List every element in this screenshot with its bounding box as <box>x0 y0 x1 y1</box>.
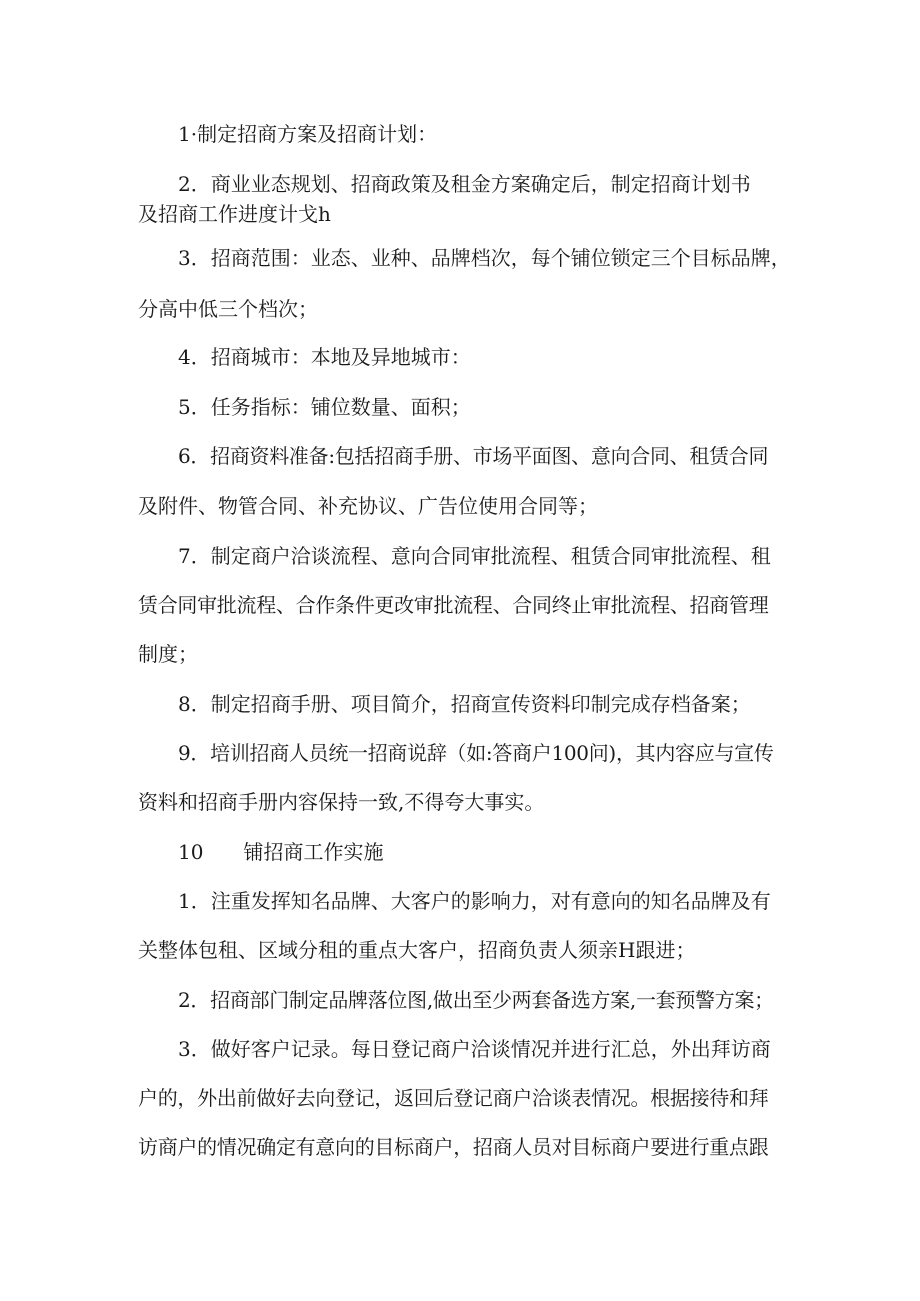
paragraph-line: 分高中低三个档次； <box>138 297 318 321</box>
paragraph-line: 5．任务指标：铺位数量、面积； <box>178 395 471 419</box>
paragraph-line: 赁合同审批流程、合作条件更改审批流程、合同终止审批流程、招商管理 <box>138 593 769 617</box>
paragraph-line: 8．制定招商手册、项目简介，招商宣传资料印制完成存档备案； <box>178 692 751 716</box>
paragraph-line: 4．招商城市：本地及异地城市： <box>178 345 471 369</box>
paragraph-line: 访商户的情况确定有意向的目标商户，招商人员对目标商户要进行重点跟 <box>138 1135 769 1159</box>
paragraph-line: 2．商业业态规划、招商政策及租金方案确定后，制定招商计划书 <box>178 172 751 196</box>
paragraph-line: 1·制定招商方案及招商计划： <box>178 122 438 146</box>
section-heading: 10 铺招商工作实施 <box>178 840 384 864</box>
paragraph-line: 9．培训招商人员统一招商说辞（如:答商户100问)，其内容应与宣传 <box>178 741 774 765</box>
paragraph-line: 及附件、物管合同、补充协议、广告位使用合同等； <box>138 494 598 518</box>
paragraph-line: 1．注重发挥知名品牌、大客户的影响力，对有意向的知名品牌及有 <box>178 889 771 913</box>
paragraph-line: 6．招商资料准备:包括招商手册、市场平面图、意向合同、租赁合同 <box>178 444 769 468</box>
paragraph-line: 制度； <box>138 642 198 666</box>
paragraph-line: 7．制定商户洽谈流程、意向合同审批流程、租赁合同审批流程、租 <box>178 544 771 568</box>
paragraph-line: 关整体包租、区域分租的重点大客户，招商负责人须亲H跟进； <box>138 938 696 962</box>
paragraph-line: 3．做好客户记录。每日登记商户洽谈情况并进行汇总，外出拜访商 <box>178 1037 771 1061</box>
paragraph-line: 户的，外出前做好去向登记，返回后登记商户洽谈表情况。根据接待和拜 <box>138 1086 769 1110</box>
paragraph-line: 及招商工作进度计戈h <box>138 202 331 226</box>
paragraph-line: 2．招商部门制定品牌落位图,做出至少两套备选方案,一套预警方案； <box>178 988 774 1012</box>
paragraph-line: 资料和招商手册内容保持一致,不得夸大事实。 <box>138 790 545 814</box>
paragraph-line: 3．招商范围：业态、业种、品牌档次，每个铺位锁定三个目标品牌， <box>178 246 791 270</box>
